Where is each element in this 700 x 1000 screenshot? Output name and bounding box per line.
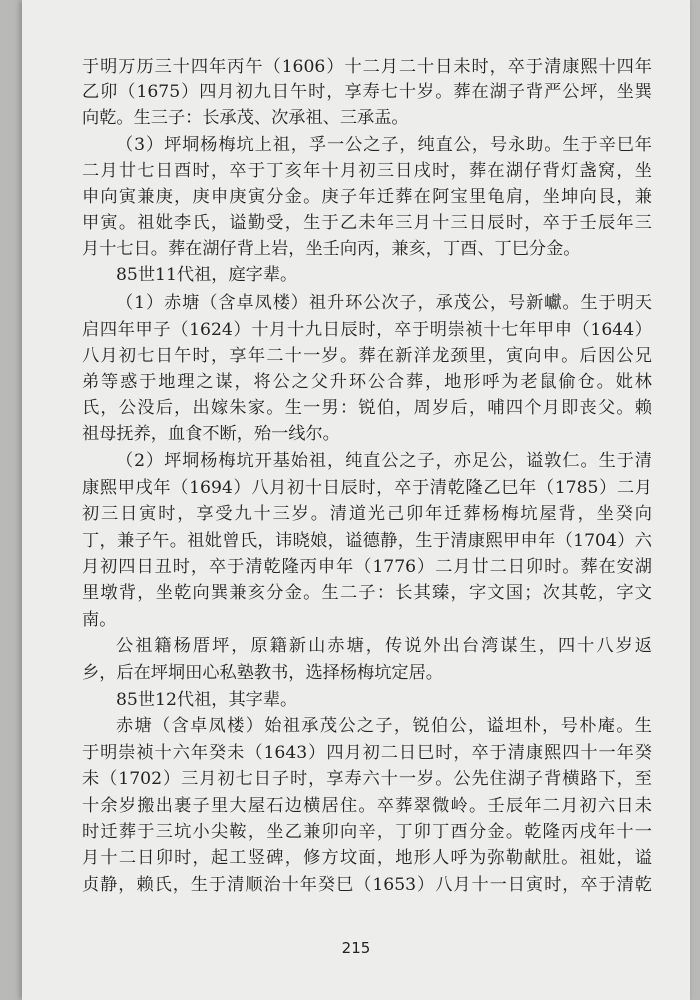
text-line: 赤塘（含卓凤楼）始祖承茂公之子，锐伯公，谥坦朴，号朴庵。生	[116, 716, 652, 736]
text-line: 乡，后在坪垌田心私塾教书，选择杨梅坑定居。	[82, 663, 443, 683]
text-line: 时迁葬于三坑小尖鞍，坐乙兼卯向辛，丁卯丁酉分金。乾隆丙戌年十一	[82, 822, 652, 842]
text-line: 八月初七日午时，享年二十一岁。葬在新洋龙颈里，寅向申。后因公兄	[82, 346, 652, 366]
text-line: 初三日寅时，享受九十三岁。清道光己卯年迁葬杨梅坑屋背，坐癸向	[82, 504, 652, 524]
text-line: （2）坪垌杨梅坑开基始祖，纯直公之子，亦足公，谥敦仁。生于清	[116, 451, 652, 471]
generation-heading: 85世11代祖，庭字辈。	[116, 265, 298, 285]
text-line: 月初四日丑时，卒于清乾隆丙申年（1776）二月廿二日卯时。葬在安湖	[82, 557, 652, 577]
text-line: 南。	[82, 610, 117, 630]
text-line: 启四年甲子（1624）十月十九日辰时，卒于明崇祯十七年甲申（1644）	[82, 320, 652, 340]
page-number: 215	[341, 939, 371, 957]
text-line: 十余岁搬出裹子里大屋石边横居住。卒葬翠微岭。壬辰年二月初六日未	[82, 796, 652, 816]
text-line: 向乾。生三子：长承茂、次承祖、三承盂。	[82, 108, 409, 128]
text-line: 于明万历三十四年丙午（1606）十二月二十日未时，卒于清康熙十四年	[82, 57, 652, 77]
text-line: 康熙甲戌年（1694）八月初十日辰时，卒于清乾隆乙巳年（1785）二月	[82, 478, 652, 498]
text-line: 祖母抚养，血食不断，殆一线尔。	[82, 424, 340, 444]
text-line: （3）坪垌杨梅坑上祖，孚一公之子，纯直公，号永助。生于辛巳年	[116, 135, 652, 155]
text-line: （1）赤塘（含卓凤楼）祖升环公次子，承茂公，号新巘。生于明天	[116, 293, 652, 313]
generation-heading: 85世12代祖，其字辈。	[116, 690, 298, 710]
book-page	[22, 0, 690, 1000]
text-line: 二月廿七日酉时，卒于丁亥年十月初三日戌时，葬在湖仔背灯盏窝，坐	[82, 161, 652, 181]
text-line: 里墩背，坐乾向巽兼亥分金。生二子：长其臻，字文国；次其乾，字文	[82, 583, 652, 603]
text-line: 弟等惑于地理之谋，将公之父升环公合葬，地形呼为老鼠偷仓。妣林	[82, 372, 652, 392]
text-line: 于明崇祯十六年癸未（1643）四月初二日巳时，卒于清康熙四十一年癸	[82, 743, 652, 763]
text-line: 月十七日。葬在湖仔背上岩，坐壬向丙，兼亥，丁酉、丁巳分金。	[82, 239, 581, 259]
text-line: 未（1702）三月初七日子时，享寿六十一岁。公先住湖子背横路下，至	[82, 769, 652, 789]
text-line: 公祖籍杨厝坪，原籍新山赤塘，传说外出台湾谋生，四十八岁返	[116, 636, 652, 656]
text-line: 丁，兼子午。祖妣曾氏，讳晓娘，谥德静，生于清康熙甲申年（1704）六	[82, 531, 652, 551]
text-line: 月十二日卯时，起工竖碑，修方坟面，地形人呼为弥勒献肚。祖妣，谥	[82, 848, 652, 868]
text-line: 申向寅兼庚，庚申庚寅分金。庚子年迁葬在阿宝里龟肩，坐坤向艮，兼	[82, 187, 652, 207]
text-line: 甲寅。祖妣李氏，谥勤受，生于乙未年三月十三日辰时，卒于壬辰年三	[82, 213, 652, 233]
text-line: 氏，公没后，出嫁朱家。生一男：锐伯，周岁后，哺四个月即丧父。赖	[82, 398, 652, 418]
text-line: 贞静，赖氏，生于清顺治十年癸巳（1653）八月十一日寅时，卒于清乾	[82, 875, 652, 895]
text-line: 乙卯（1675）四月初九日午时，享寿七十岁。葬在湖子背严公坪，坐巽	[82, 82, 652, 102]
